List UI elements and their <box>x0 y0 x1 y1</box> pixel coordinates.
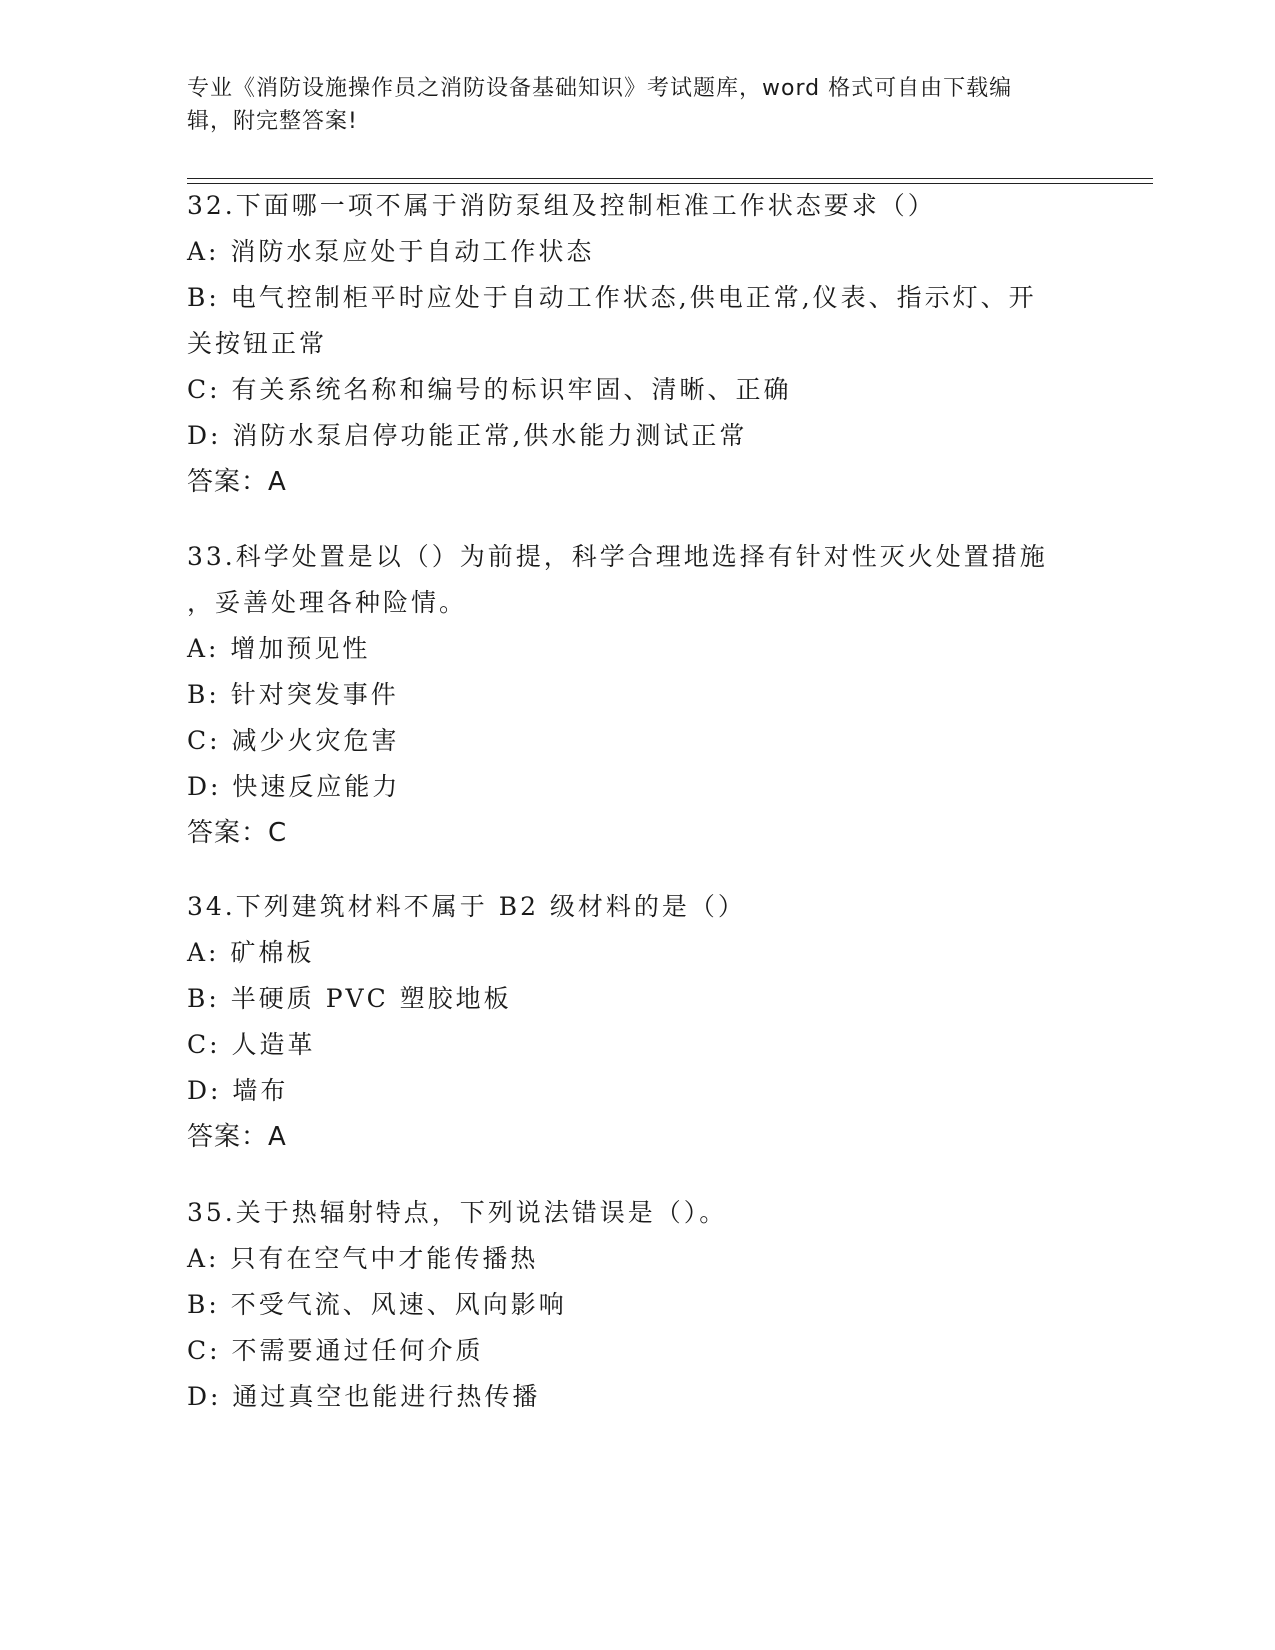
question-stem-continued: ，妥善处理各种险情。 <box>187 588 468 617</box>
option-b: B: 电气控制柜平时应处于自动工作状态,供电正常,仪表、指示灯、开 <box>187 283 1037 312</box>
option-d: D: 消防水泵启停功能正常,供水能力测试正常 <box>187 421 748 450</box>
option-b: B: 针对突发事件 <box>187 680 399 709</box>
question-34 <box>187 884 1087 1160</box>
question-stem: 34.下列建筑材料不属于 B2 级材料的是（） <box>187 892 746 921</box>
option-c: C: 有关系统名称和编号的标识牢固、清晰、正确 <box>187 375 792 404</box>
option-b: B: 半硬质 PVC 塑胶地板 <box>187 984 512 1013</box>
document-header <box>187 72 1087 138</box>
option-c: C: 不需要通过任何介质 <box>187 1336 484 1365</box>
option-a: A: 增加预见性 <box>187 634 371 663</box>
answer: 答案：A <box>187 1122 287 1152</box>
option-c: C: 减少火灾危害 <box>187 726 400 755</box>
question-stem: 33.科学处置是以（）为前提，科学合理地选择有针对性灭火处置措施 <box>187 542 1048 571</box>
option-d: D: 通过真空也能进行热传播 <box>187 1382 541 1411</box>
header-divider-top <box>187 178 1153 179</box>
option-d: D: 墙布 <box>187 1076 289 1105</box>
header-line-2: 辑，附完整答案! <box>187 109 358 134</box>
option-b-continued: 关按钮正常 <box>187 329 328 358</box>
answer: 答案：C <box>187 818 288 848</box>
option-a: A: 矿棉板 <box>187 938 315 967</box>
option-a: A: 消防水泵应处于自动工作状态 <box>187 237 595 266</box>
option-a: A: 只有在空气中才能传播热 <box>187 1244 539 1273</box>
question-stem: 32.下面哪一项不属于消防泵组及控制柜准工作状态要求（） <box>187 191 936 220</box>
question-stem: 35.关于热辐射特点，下列说法错误是（）。 <box>187 1198 728 1227</box>
option-d: D: 快速反应能力 <box>187 772 401 801</box>
answer: 答案：A <box>187 467 287 497</box>
header-line-1: 专业《消防设施操作员之消防设备基础知识》考试题库，word 格式可自由下载编 <box>187 76 1013 101</box>
option-b: B: 不受气流、风速、风向影响 <box>187 1290 567 1319</box>
option-c: C: 人造革 <box>187 1030 316 1059</box>
question-32 <box>187 183 1087 505</box>
question-33 <box>187 534 1087 856</box>
question-35 <box>187 1190 1087 1420</box>
